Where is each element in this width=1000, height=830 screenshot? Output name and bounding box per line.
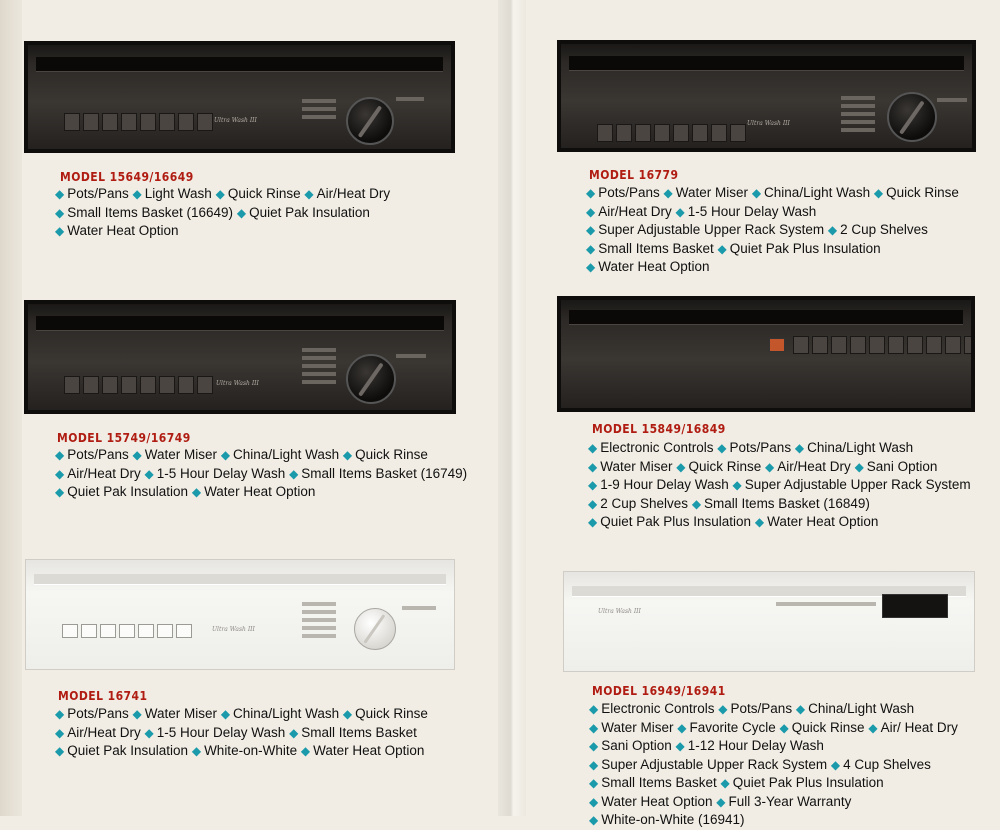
feature-item: ◆ Quiet Pak Plus Insulation (588, 514, 752, 529)
feature-item: ◆ China/Light Wash (751, 185, 871, 200)
feature-item: ◆ Water Miser (132, 447, 218, 462)
feature-item: ◆ China/Light Wash (220, 706, 340, 721)
page-edge (0, 0, 22, 816)
feature-item: ◆ Air/ Heat Dry (868, 719, 958, 735)
feature-item: ◆ 1-5 Hour Delay Wash (675, 203, 817, 219)
feature-list (55, 185, 470, 241)
feature-item: ◆ Water Heat Option (586, 259, 710, 274)
control-display (882, 594, 948, 618)
feature-item: ◆ Small Items Basket (16749) (289, 465, 468, 481)
dishwasher-panel-image (25, 559, 455, 670)
feature-item: ◆ Water Miser (663, 185, 749, 200)
feature-item: ◆ Quick Rinse (342, 706, 428, 721)
panel-brand-text: Ultra Wash III (216, 380, 259, 387)
feature-item: ◆ Quiet Pak Insulation (55, 743, 189, 758)
feature-item: ◆ Favorite Cycle (677, 719, 776, 735)
feature-item: ◆ Water Miser (588, 458, 673, 474)
feature-item: ◆ Small Items Basket (16849) (691, 495, 870, 511)
feature-list (586, 184, 996, 277)
feature-item: ◆ China/Light Wash (795, 701, 915, 716)
feature-item: ◆ China/Light Wash (794, 440, 914, 455)
feature-item: ◆ Light Wash (132, 186, 212, 201)
feature-item: ◆ Air/Heat Dry (55, 465, 141, 481)
feature-item: ◆ 2 Cup Shelves (588, 495, 689, 511)
dishwasher-panel-image (557, 296, 975, 412)
feature-item: ◆ Pots/Pans (55, 447, 129, 462)
feature-item: ◆ Small Items Basket (16649) (55, 204, 234, 220)
feature-item: ◆ Electronic Controls (588, 440, 714, 455)
feature-item: ◆ Air/Heat Dry (55, 724, 141, 740)
feature-item: ◆ Quick Rinse (779, 719, 865, 735)
feature-item: ◆ Water Miser (589, 719, 674, 735)
panel-brand-text: Ultra Wash III (214, 117, 257, 124)
feature-list (589, 700, 994, 830)
model-title: MODEL 16741 (58, 689, 148, 703)
feature-item: ◆ Super Adjustable Upper Rack System (586, 222, 825, 237)
dishwasher-panel-image (24, 41, 455, 153)
feature-item: ◆ China/Light Wash (220, 447, 340, 462)
feature-item: ◆ Air/Heat Dry (304, 186, 391, 201)
feature-item: ◆ 2 Cup Shelves (827, 222, 928, 237)
model-title: MODEL 15849/16849 (592, 422, 726, 436)
feature-item: ◆ White-on-White (191, 743, 298, 758)
feature-item: ◆ Quick Rinse (676, 458, 762, 474)
feature-item: ◆ Water Heat Option (589, 793, 713, 809)
feature-item: ◆ 1-9 Hour Delay Wash (588, 477, 729, 492)
feature-item: ◆ Water Heat Option (191, 484, 316, 499)
feature-item: ◆ 1-5 Hour Delay Wash (144, 724, 286, 740)
model-title: MODEL 16779 (589, 168, 679, 182)
feature-item: ◆ Pots/Pans (586, 185, 660, 200)
control-display (769, 338, 785, 352)
feature-item: ◆ Water Heat Option (754, 514, 879, 529)
feature-item: ◆ Super Adjustable Upper Rack System (732, 477, 971, 492)
feature-item: ◆ Pots/Pans (718, 701, 793, 716)
feature-item: ◆ Quiet Pak Plus Insulation (717, 240, 881, 256)
model-title: MODEL 15649/16649 (60, 170, 194, 184)
feature-item: ◆ Full 3-Year Warranty (716, 793, 852, 809)
feature-item: ◆ Sani Option (589, 738, 672, 753)
dishwasher-panel-image (563, 571, 975, 672)
feature-item: ◆ White-on-White (16941) (589, 812, 745, 827)
page-fold (498, 0, 526, 816)
feature-list (55, 446, 475, 502)
feature-item: ◆ Quiet Pak Plus Insulation (720, 775, 884, 790)
model-title: MODEL 15749/16749 (57, 431, 191, 445)
feature-item: ◆ 4 Cup Shelves (830, 756, 931, 772)
feature-item: ◆ Water Heat Option (55, 223, 179, 238)
feature-item: ◆ Quiet Pak Insulation (236, 204, 370, 220)
feature-item: ◆ Pots/Pans (55, 186, 129, 201)
feature-item: ◆ Super Adjustable Upper Rack System (589, 756, 828, 772)
panel-brand-text: Ultra Wash III (212, 626, 255, 633)
feature-item: ◆ Pots/Pans (55, 706, 129, 721)
feature-item: ◆ Water Heat Option (300, 743, 425, 758)
feature-item: ◆ 1-12 Hour Delay Wash (675, 738, 824, 753)
feature-item: ◆ 1-5 Hour Delay Wash (144, 465, 286, 481)
feature-item: ◆ Quick Rinse (215, 186, 301, 201)
feature-item: ◆ Small Items Basket (586, 240, 714, 256)
panel-brand-text: Ultra Wash III (747, 120, 790, 127)
dishwasher-panel-image (24, 300, 456, 414)
dishwasher-panel-image (557, 40, 976, 152)
feature-item: ◆ Air/Heat Dry (765, 458, 851, 474)
feature-item: ◆ Quiet Pak Insulation (55, 484, 189, 499)
feature-item: ◆ Small Items Basket (289, 724, 417, 740)
feature-list (588, 439, 988, 532)
panel-brand-text: Ultra Wash III (598, 608, 641, 615)
feature-item: ◆ Quick Rinse (873, 185, 959, 200)
feature-list (55, 705, 475, 761)
feature-item: ◆ Electronic Controls (589, 701, 715, 716)
feature-item: ◆ Water Miser (132, 706, 218, 721)
feature-item: ◆ Small Items Basket (589, 775, 717, 790)
model-title: MODEL 16949/16941 (592, 684, 726, 698)
feature-item: ◆ Pots/Pans (717, 440, 792, 455)
feature-item: ◆ Air/Heat Dry (586, 203, 672, 219)
feature-item: ◆ Quick Rinse (342, 447, 428, 462)
feature-item: ◆ Sani Option (854, 458, 938, 474)
